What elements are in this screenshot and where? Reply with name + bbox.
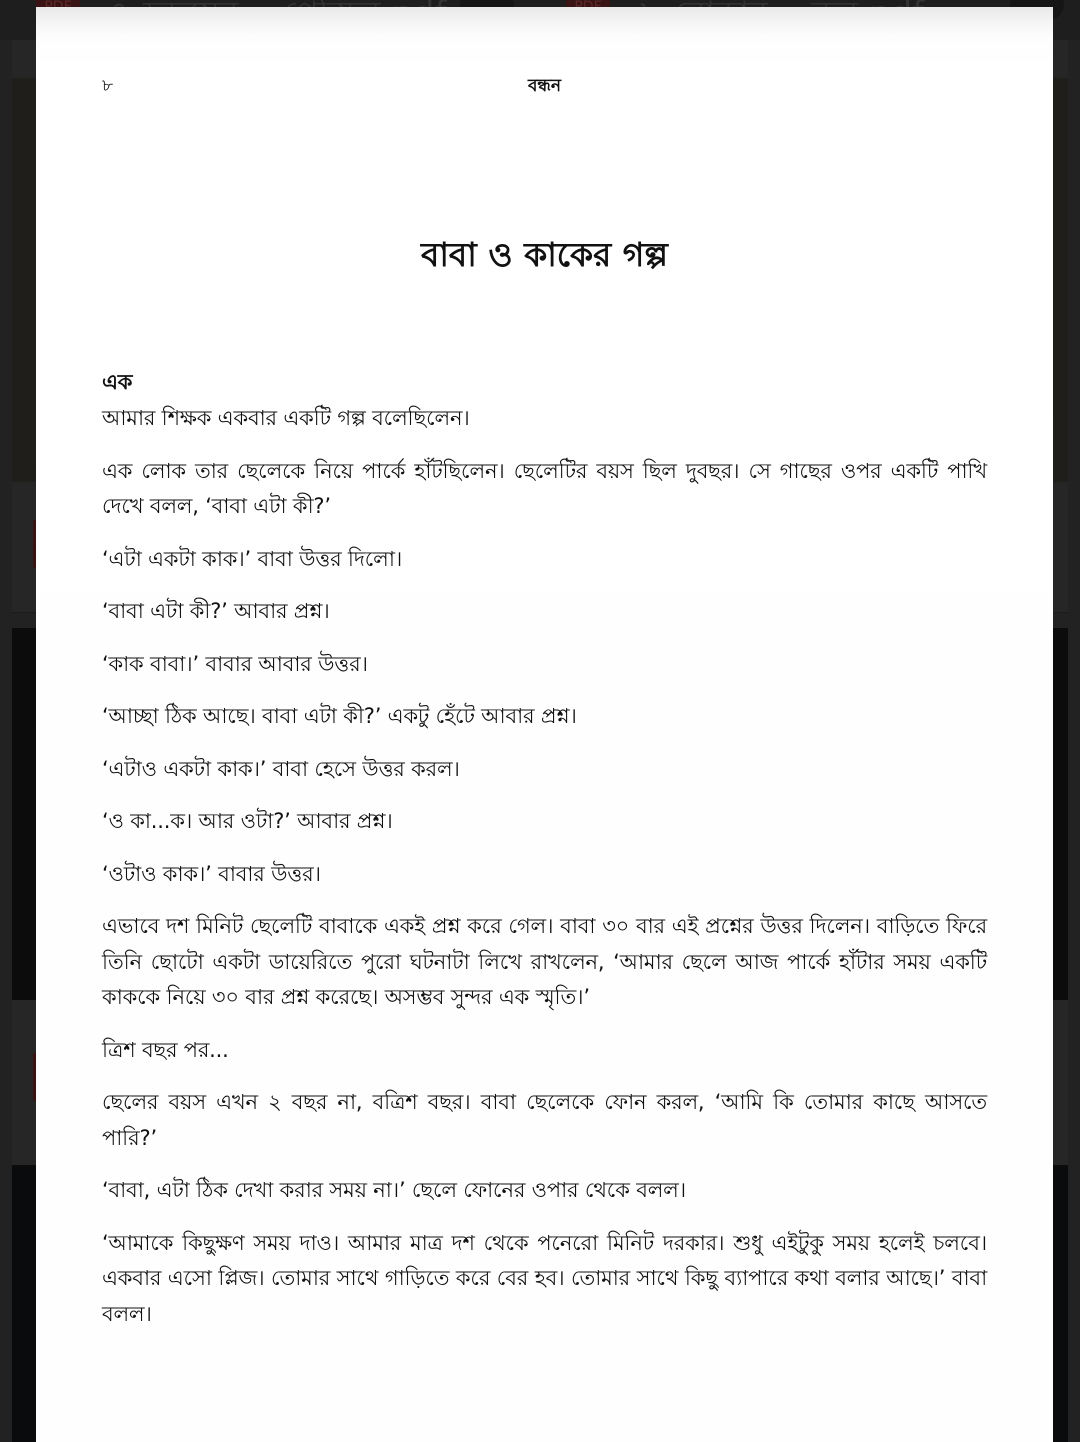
paragraph: ত্রিশ বছর পর...: [102, 1037, 229, 1062]
paragraph: ‘বাবা, এটা ঠিক দেখা করার সময় না।’ ছেলে ফোনের ওপার থেকে বলল।: [102, 1178, 686, 1202]
paragraph: ‘বাবা এটা কী?’ আবার প্রশ্ন।: [102, 599, 330, 623]
running-header: [36, 73, 1053, 97]
paragraph: আমার শিক্ষক একবার একটি গল্প বলেছিলেন।: [102, 406, 470, 430]
paragraph: এক লোক তার ছেলেকে নিয়ে পার্কে হাঁটছিলেন। ছেলেটির বয়স ছিল দুবছর। সে গাছের ওপর একটি পাখি দেখে বলল, ‘বাবা এটা কী?’: [102, 458, 987, 518]
paragraph: ‘এটাও একটা কাক।’ বাবা হেসে উত্তর করল।: [102, 756, 460, 781]
paragraph: এভাবে দশ মিনিট ছেলেটি বাবাকে একই প্রশ্ন করে গেল। বাবা ৩০ বার এই প্রশ্নের উত্তর দিলেন। বাড়িতে ফিরে তিনি ছোটো একটা ডায়েরিতে পুরো ঘটনাটা লিখে রাখলেন, ‘আমার ছেলে আজ পার্কে হাঁটার সময় একটি কাককে নিয়ে ৩০ বার প্রশ্ন করেছে। অসম্ভব সুন্দর এক স্মৃতি।’: [102, 914, 987, 1009]
story-title: বাবা ও কাকের গল্প: [421, 235, 668, 274]
paragraph: ‘আমাকে কিছুক্ষণ সময় দাও। আমার মাত্র দশ থেকে পনেরো মিনিট দরকার। শুধু এইটুকু সময় হলেই চলবে। একবার এসো প্লিজ। তোমার সাথে গাড়িতে করে বের হব। তোমার সাথে কিছু ব্যাপারে কথা বলার আছে।’ বাবা বলল।: [102, 1230, 987, 1326]
page-number: ৮: [102, 76, 114, 96]
paragraph: ‘ও কা...ক। আর ওটা?’ আবার প্রশ্ন।: [102, 809, 393, 833]
paragraph: ‘কাক বাবা।’ বাবার আবার উত্তর।: [102, 651, 368, 676]
paragraph: ‘আচ্ছা ঠিক আছে। বাবা এটা কী?’ একটু হেঁটে আবার প্রশ্ন।: [102, 704, 577, 728]
section-label: এক: [102, 370, 133, 394]
paragraph: ‘ওটাও কাক।’ বাবার উত্তর।: [102, 861, 321, 886]
story-body: [102, 363, 987, 1349]
book-page[interactable]: [36, 7, 1053, 1442]
paragraph: ছেলের বয়স এখন ২ বছর না, বত্রিশ বছর। বাবা ছেলেকে ফোন করল, ‘আমি কি তোমার কাছে আসতে পারি?’: [102, 1090, 987, 1150]
paragraph: ‘এটা একটা কাক।’ বাবা উত্তর দিলো।: [102, 546, 403, 571]
book-title: বন্ধন: [527, 76, 562, 96]
